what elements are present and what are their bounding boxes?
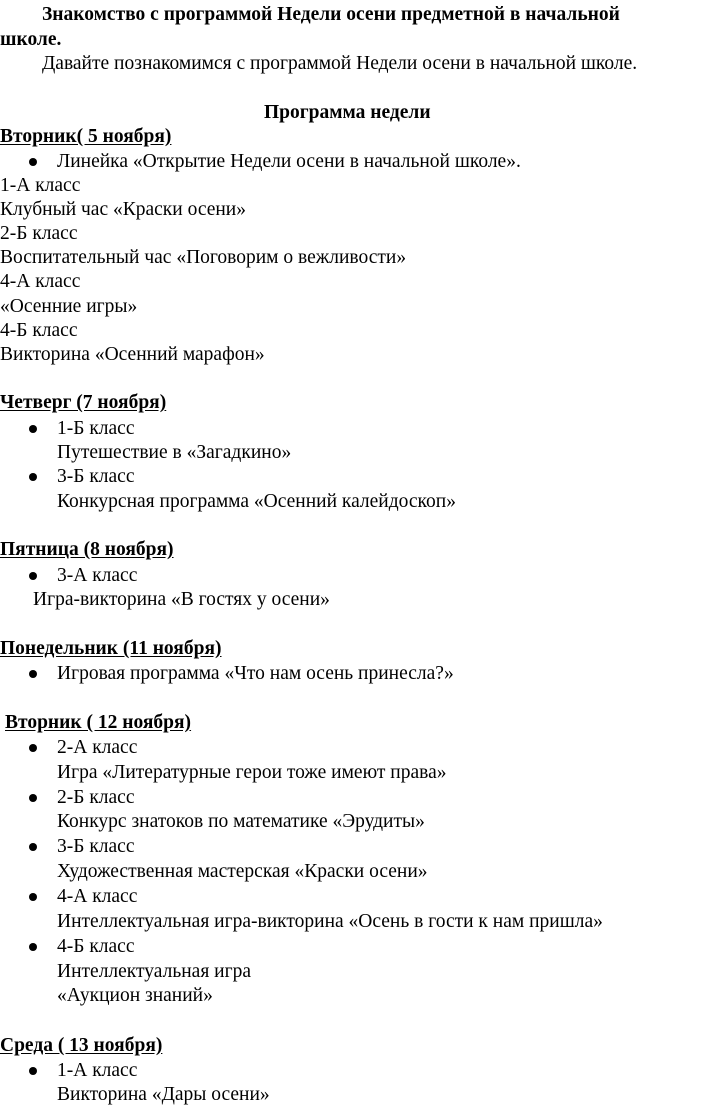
event-text: Воспитательный час «Поговорим о вежливости»	[0, 247, 407, 268]
intro-heading-line-2: школе.	[0, 29, 62, 50]
event-text: Игровая программа «Что нам осень принесла?»	[57, 663, 454, 684]
bullet-icon	[29, 564, 38, 588]
event-text: Викторина «Осенний марафон»	[0, 344, 265, 365]
class-label: 3-Б класс	[57, 836, 135, 857]
event-text: Интеллектуальная игра-викторина «Осень в гости к нам пришла»	[57, 911, 603, 932]
list-item	[0, 564, 704, 588]
intro-heading-line-1: Знакомство с программой Недели осени предметной в начальной	[42, 4, 620, 25]
bullet-icon	[29, 835, 38, 859]
class-label: 2-Б класс	[0, 223, 78, 244]
list-item	[0, 417, 704, 441]
list-item	[0, 465, 704, 489]
class-label: 3-Б класс	[57, 466, 135, 487]
class-label: 3-А класс	[57, 565, 138, 586]
class-label: 4-Б класс	[0, 320, 78, 341]
event-text: Интеллектуальная игра	[57, 961, 252, 982]
bullet-icon	[29, 662, 38, 686]
class-label: 2-Б класс	[57, 787, 135, 808]
day-heading-tuesday-5: Вторник( 5 ноября)	[0, 126, 172, 147]
event-text: Игра-викторина «В гостях у осени»	[33, 589, 330, 610]
bullet-icon	[29, 465, 38, 489]
list-item	[0, 835, 704, 859]
bullet-icon	[29, 417, 38, 441]
class-label: 1-А класс	[0, 175, 81, 196]
list-item	[0, 150, 704, 174]
program-title: Программа недели	[264, 102, 431, 123]
list-item	[0, 1059, 704, 1083]
bullet-icon	[29, 935, 38, 959]
event-text: «Аукцион знаний»	[57, 985, 213, 1006]
list-item-text: Линейка «Открытие Недели осени в начальной школе».	[57, 151, 521, 172]
list-item	[0, 736, 704, 760]
list-item	[0, 935, 704, 959]
bullet-icon	[29, 786, 38, 810]
class-label: 4-А класс	[57, 886, 138, 907]
event-text: «Осенние игры»	[0, 296, 138, 317]
bullet-icon	[29, 736, 38, 760]
list-item	[0, 662, 704, 686]
event-text: Викторина «Дары осени»	[57, 1084, 270, 1105]
event-text: Конкурс знатоков по математике «Эрудиты»	[57, 811, 425, 832]
event-text: Путешествие в «Загадкино»	[57, 442, 292, 463]
day-heading-friday-8: Пятница (8 ноября)	[0, 539, 174, 560]
class-label: 1-Б класс	[57, 418, 135, 439]
event-text: Конкурсная программа «Осенний калейдоскоп»	[57, 491, 456, 512]
list-item	[0, 786, 704, 810]
class-label: 4-Б класс	[57, 936, 135, 957]
bullet-icon	[29, 885, 38, 909]
event-text: Художественная мастерская «Краски осени»	[57, 861, 428, 882]
day-heading-thursday-7: Четверг (7 ноября)	[0, 392, 167, 413]
class-label: 4-А класс	[0, 271, 81, 292]
day-heading-tuesday-12: Вторник ( 12 ноября)	[5, 712, 192, 733]
bullet-icon	[29, 1059, 38, 1083]
class-label: 1-А класс	[57, 1060, 138, 1081]
list-item	[0, 885, 704, 909]
event-text: Игра «Литературные герои тоже имеют права»	[57, 762, 447, 783]
event-text: Клубный час «Краски осени»	[0, 199, 246, 220]
bullet-icon	[29, 150, 38, 174]
day-heading-monday-11: Понедельник (11 ноября)	[0, 638, 222, 659]
class-label: 2-А класс	[57, 737, 138, 758]
day-heading-wednesday-13: Среда ( 13 ноября)	[0, 1035, 163, 1056]
intro-paragraph: Давайте познакомимся с программой Недели осени в начальной школе.	[42, 53, 638, 74]
